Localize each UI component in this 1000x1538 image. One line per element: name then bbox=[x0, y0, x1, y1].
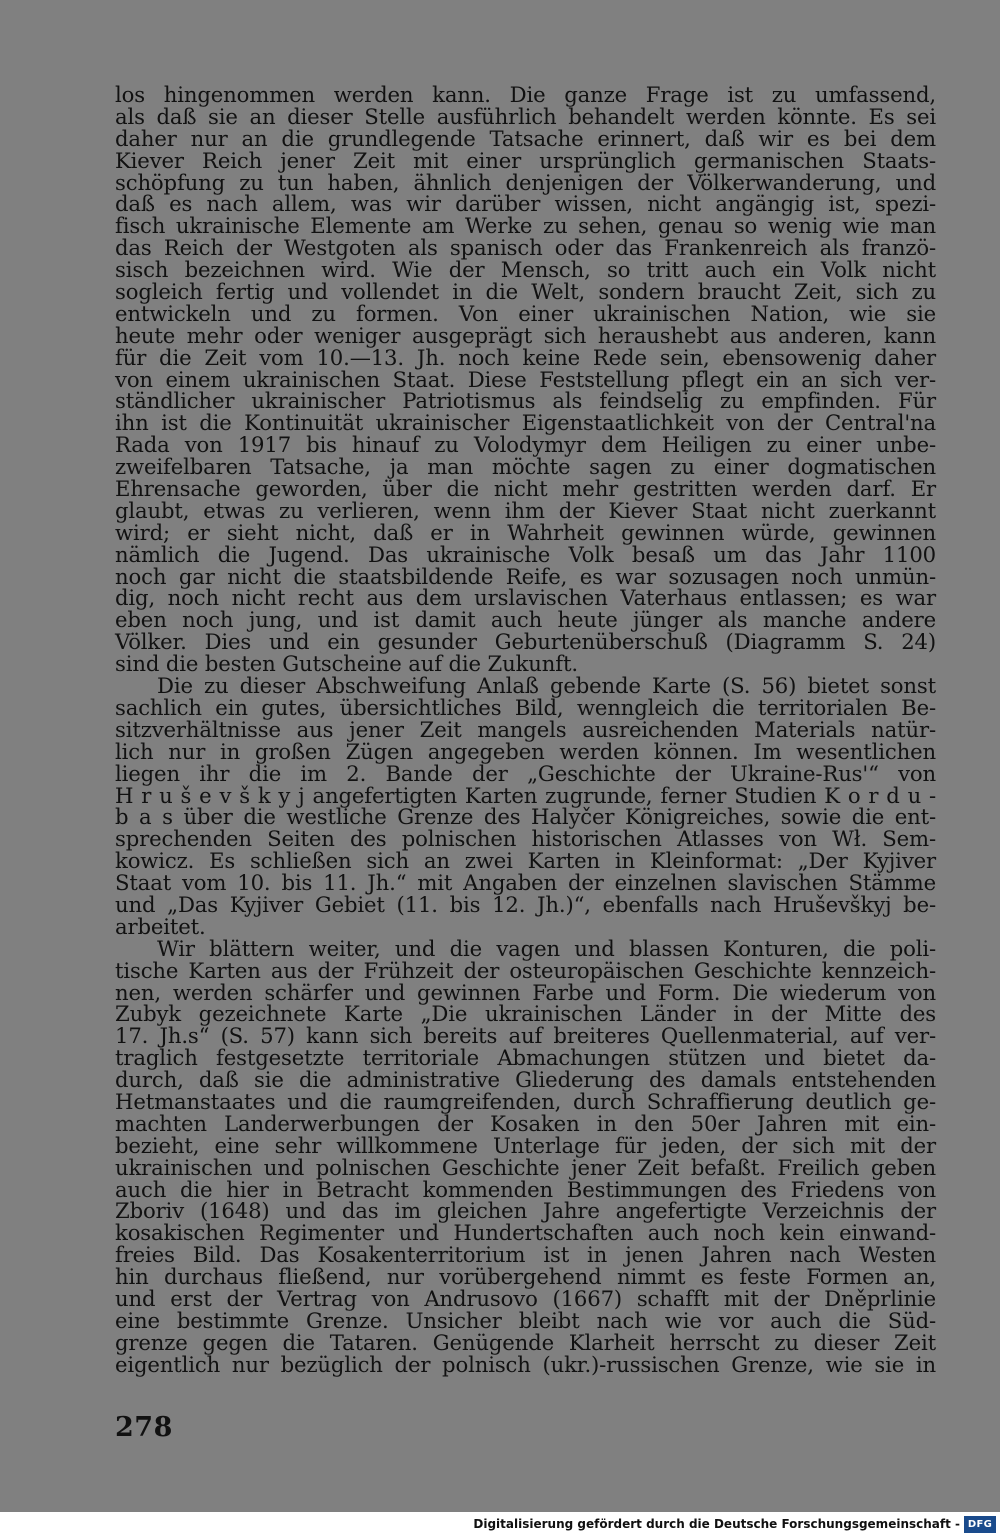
text-line: liegen ihr die im 2. Bande der „Geschichte der Ukraine-Rus'“ von bbox=[115, 760, 936, 786]
text-line: los hingenommen werden kann. Die ganze Frage ist zu umfassend, bbox=[115, 82, 936, 107]
digitization-footer bbox=[0, 1512, 1000, 1538]
text-line: sachlich ein gutes, übersichtliches Bild, wenngleich die territorialen Be- bbox=[115, 694, 936, 720]
text-line: ihn ist die Kontinuität ukrainischer Eigenstaatlichkeit von der Central'na bbox=[115, 410, 936, 436]
text-line: daß es nach allem, was wir darüber wissen, nicht angängig ist, spezi- bbox=[115, 191, 936, 217]
text-line: von einem ukrainischen Staat. Diese Feststellung pflegt ein an sich ver- bbox=[115, 366, 936, 392]
page-number: 278 bbox=[115, 1412, 173, 1443]
text-line: 17. Jh.s“ (S. 57) kann sich bereits auf breiteres Quellenmaterial, auf ver- bbox=[115, 1023, 936, 1049]
text-line: und erst der Vertrag von Andrusovo (1667) schafft mit der Dněprlinie bbox=[115, 1285, 936, 1311]
text-line: Zubyk gezeichnete Karte „Die ukrainischen Länder in der Mitte des bbox=[115, 1001, 936, 1027]
text-line: Rada von 1917 bis hinauf zu Volodymyr dem Heiligen zu einer unbe- bbox=[115, 432, 936, 458]
text-line: traglich festgesetzte territoriale Abmachungen stützen und bietet da- bbox=[115, 1045, 936, 1071]
text-line: tische Karten aus der Frühzeit der osteuropäischen Geschichte kennzeich- bbox=[115, 957, 936, 983]
text-line: Die zu dieser Abschweifung Anlaß gebende Karte (S. 56) bietet sonst bbox=[157, 673, 936, 699]
text-line: arbeitet. bbox=[115, 913, 206, 939]
funding-credit: Digitalisierung gefördert durch die Deutsche Forschungsgemeinschaft - bbox=[473, 1517, 960, 1531]
text-line: das Reich der Westgoten als spanisch oder das Frankenreich als franzö- bbox=[115, 235, 936, 261]
text-line: freies Bild. Das Kosakenterritorium ist in jenen Jahren nach Westen bbox=[115, 1242, 936, 1268]
text-line: hin durchaus fließend, nur vorübergehend nimmt es feste Formen an, bbox=[115, 1264, 936, 1290]
text-line: bezieht, eine sehr willkommene Unterlage für jeden, der sich mit der bbox=[115, 1132, 936, 1158]
text-line: grenze gegen die Tataren. Genügende Klarheit herrscht zu dieser Zeit bbox=[115, 1329, 936, 1355]
text-line: und „Das Kyjiver Gebiet (11. bis 12. Jh.)“, ebenfalls nach Hruševškyj be- bbox=[115, 891, 936, 917]
text-line: durch, daß sie die administrative Gliederung des damals entstehenden bbox=[115, 1067, 936, 1093]
text-line: ukrainischen und polnischen Geschichte jener Zeit befaßt. Freilich geben bbox=[115, 1154, 936, 1180]
text-line: sitzverhältnisse aus jener Zeit mangels ausreichenden Materials natür- bbox=[115, 716, 936, 742]
text-line: kowicz. Es schließen sich an zwei Karten in Kleinformat: „Der Kyjiver bbox=[115, 848, 936, 874]
text-line: Hetmanstaates und die raumgreifenden, durch Schraffierung deutlich ge- bbox=[115, 1088, 936, 1114]
text-line: eigentlich nur bezüglich der polnisch (ukr.)-russischen Grenze, wie sie in bbox=[115, 1351, 936, 1377]
text-line: entwickeln und zu formen. Von einer ukrainischen Nation, wie sie bbox=[115, 300, 936, 326]
text-line: dig, noch nicht recht aus dem urslavischen Vaterhaus entlassen; es war bbox=[115, 585, 936, 611]
text-line: Wir blättern weiter, und die vagen und blassen Konturen, die poli- bbox=[157, 935, 936, 961]
text-line: nämlich die Jugend. Das ukrainische Volk besaß um das Jahr 1100 bbox=[115, 541, 936, 567]
text-line: heute mehr oder weniger ausgeprägt sich heraushebt aus anderen, kann bbox=[115, 322, 936, 348]
text-line: daher nur an die grundlegende Tatsache erinnert, daß wir es bei dem bbox=[115, 125, 936, 151]
text-line: Völker. Dies und ein gesunder Geburtenüberschuß (Diagramm S. 24) bbox=[115, 629, 936, 655]
text-line: sprechenden Seiten des polnischen historischen Atlasses von Wł. Sem- bbox=[115, 826, 936, 852]
text-line: kosakischen Regimenter und Hundertschaften auch noch kein einwand- bbox=[115, 1220, 936, 1246]
text-line: als daß sie an dieser Stelle ausführlich behandelt werden könnte. Es sei bbox=[115, 103, 936, 129]
text-line: wird; er sieht nicht, daß er in Wahrheit gewinnen würde, gewinnen bbox=[115, 519, 936, 545]
text-line: schöpfung zu tun haben, ähnlich denjenigen der Völkerwanderung, und bbox=[115, 169, 936, 195]
text-line: zweifelbaren Tatsache, ja man möchte sagen zu einer dogmatischen bbox=[115, 454, 936, 480]
text-line: Ehrensache geworden, über die nicht mehr gestritten werden darf. Er bbox=[115, 476, 936, 502]
text-line: sisch bezeichnen wird. Wie der Mensch, so tritt auch ein Volk nicht bbox=[115, 257, 936, 283]
text-line: Kiever Reich jener Zeit mit einer ursprünglich germanischen Staats- bbox=[115, 147, 936, 173]
text-line: b a s über die westliche Grenze des Halyčer Königreiches, sowie die ent- bbox=[115, 804, 936, 830]
text-line: sogleich fertig und vollendet in die Welt, sondern braucht Zeit, sich zu bbox=[115, 279, 936, 305]
text-line: ständlicher ukrainischer Patriotismus als feindselig zu empfinden. Für bbox=[115, 388, 936, 414]
dfg-logo-icon: DFG bbox=[964, 1516, 996, 1533]
text-line: nen, werden schärfer und gewinnen Farbe und Form. Die wiederum von bbox=[115, 979, 936, 1005]
text-line: machten Landerwerbungen der Kosaken in den 50er Jahren mit ein- bbox=[115, 1110, 936, 1136]
text-line: auch die hier in Betracht kommenden Bestimmungen des Friedens von bbox=[115, 1176, 936, 1202]
text-line: sind die besten Gutscheine auf die Zukunft. bbox=[115, 651, 578, 677]
text-line: noch gar nicht die staatsbildende Reife, es war sozusagen noch unmün- bbox=[115, 563, 936, 589]
text-line: H r u š e v š k y j angefertigten Karten zugrunde, ferner Studien K o r d u - bbox=[115, 782, 936, 808]
text-line: eben noch jung, und ist damit auch heute jünger als manche andere bbox=[115, 607, 936, 633]
text-line: glaubt, etwas zu verlieren, wenn ihm der Kiever Staat nicht zuerkannt bbox=[115, 497, 936, 523]
text-line: Staat vom 10. bis 11. Jh.“ mit Angaben der einzelnen slavischen Stämme bbox=[115, 870, 936, 896]
text-line: fisch ukrainische Elemente am Werke zu sehen, genau so wenig wie man bbox=[115, 213, 936, 239]
text-line: für die Zeit vom 10.—13. Jh. noch keine Rede sein, ebensowenig daher bbox=[115, 344, 936, 370]
text-line: eine bestimmte Grenze. Unsicher bleibt nach wie vor auch die Süd- bbox=[115, 1307, 936, 1333]
text-line: Zboriv (1648) und das im gleichen Jahre angefertigte Verzeichnis der bbox=[115, 1198, 936, 1224]
page-body bbox=[115, 84, 936, 1376]
text-line: lich nur in großen Zügen angegeben werden können. Im wesentlichen bbox=[115, 738, 936, 764]
